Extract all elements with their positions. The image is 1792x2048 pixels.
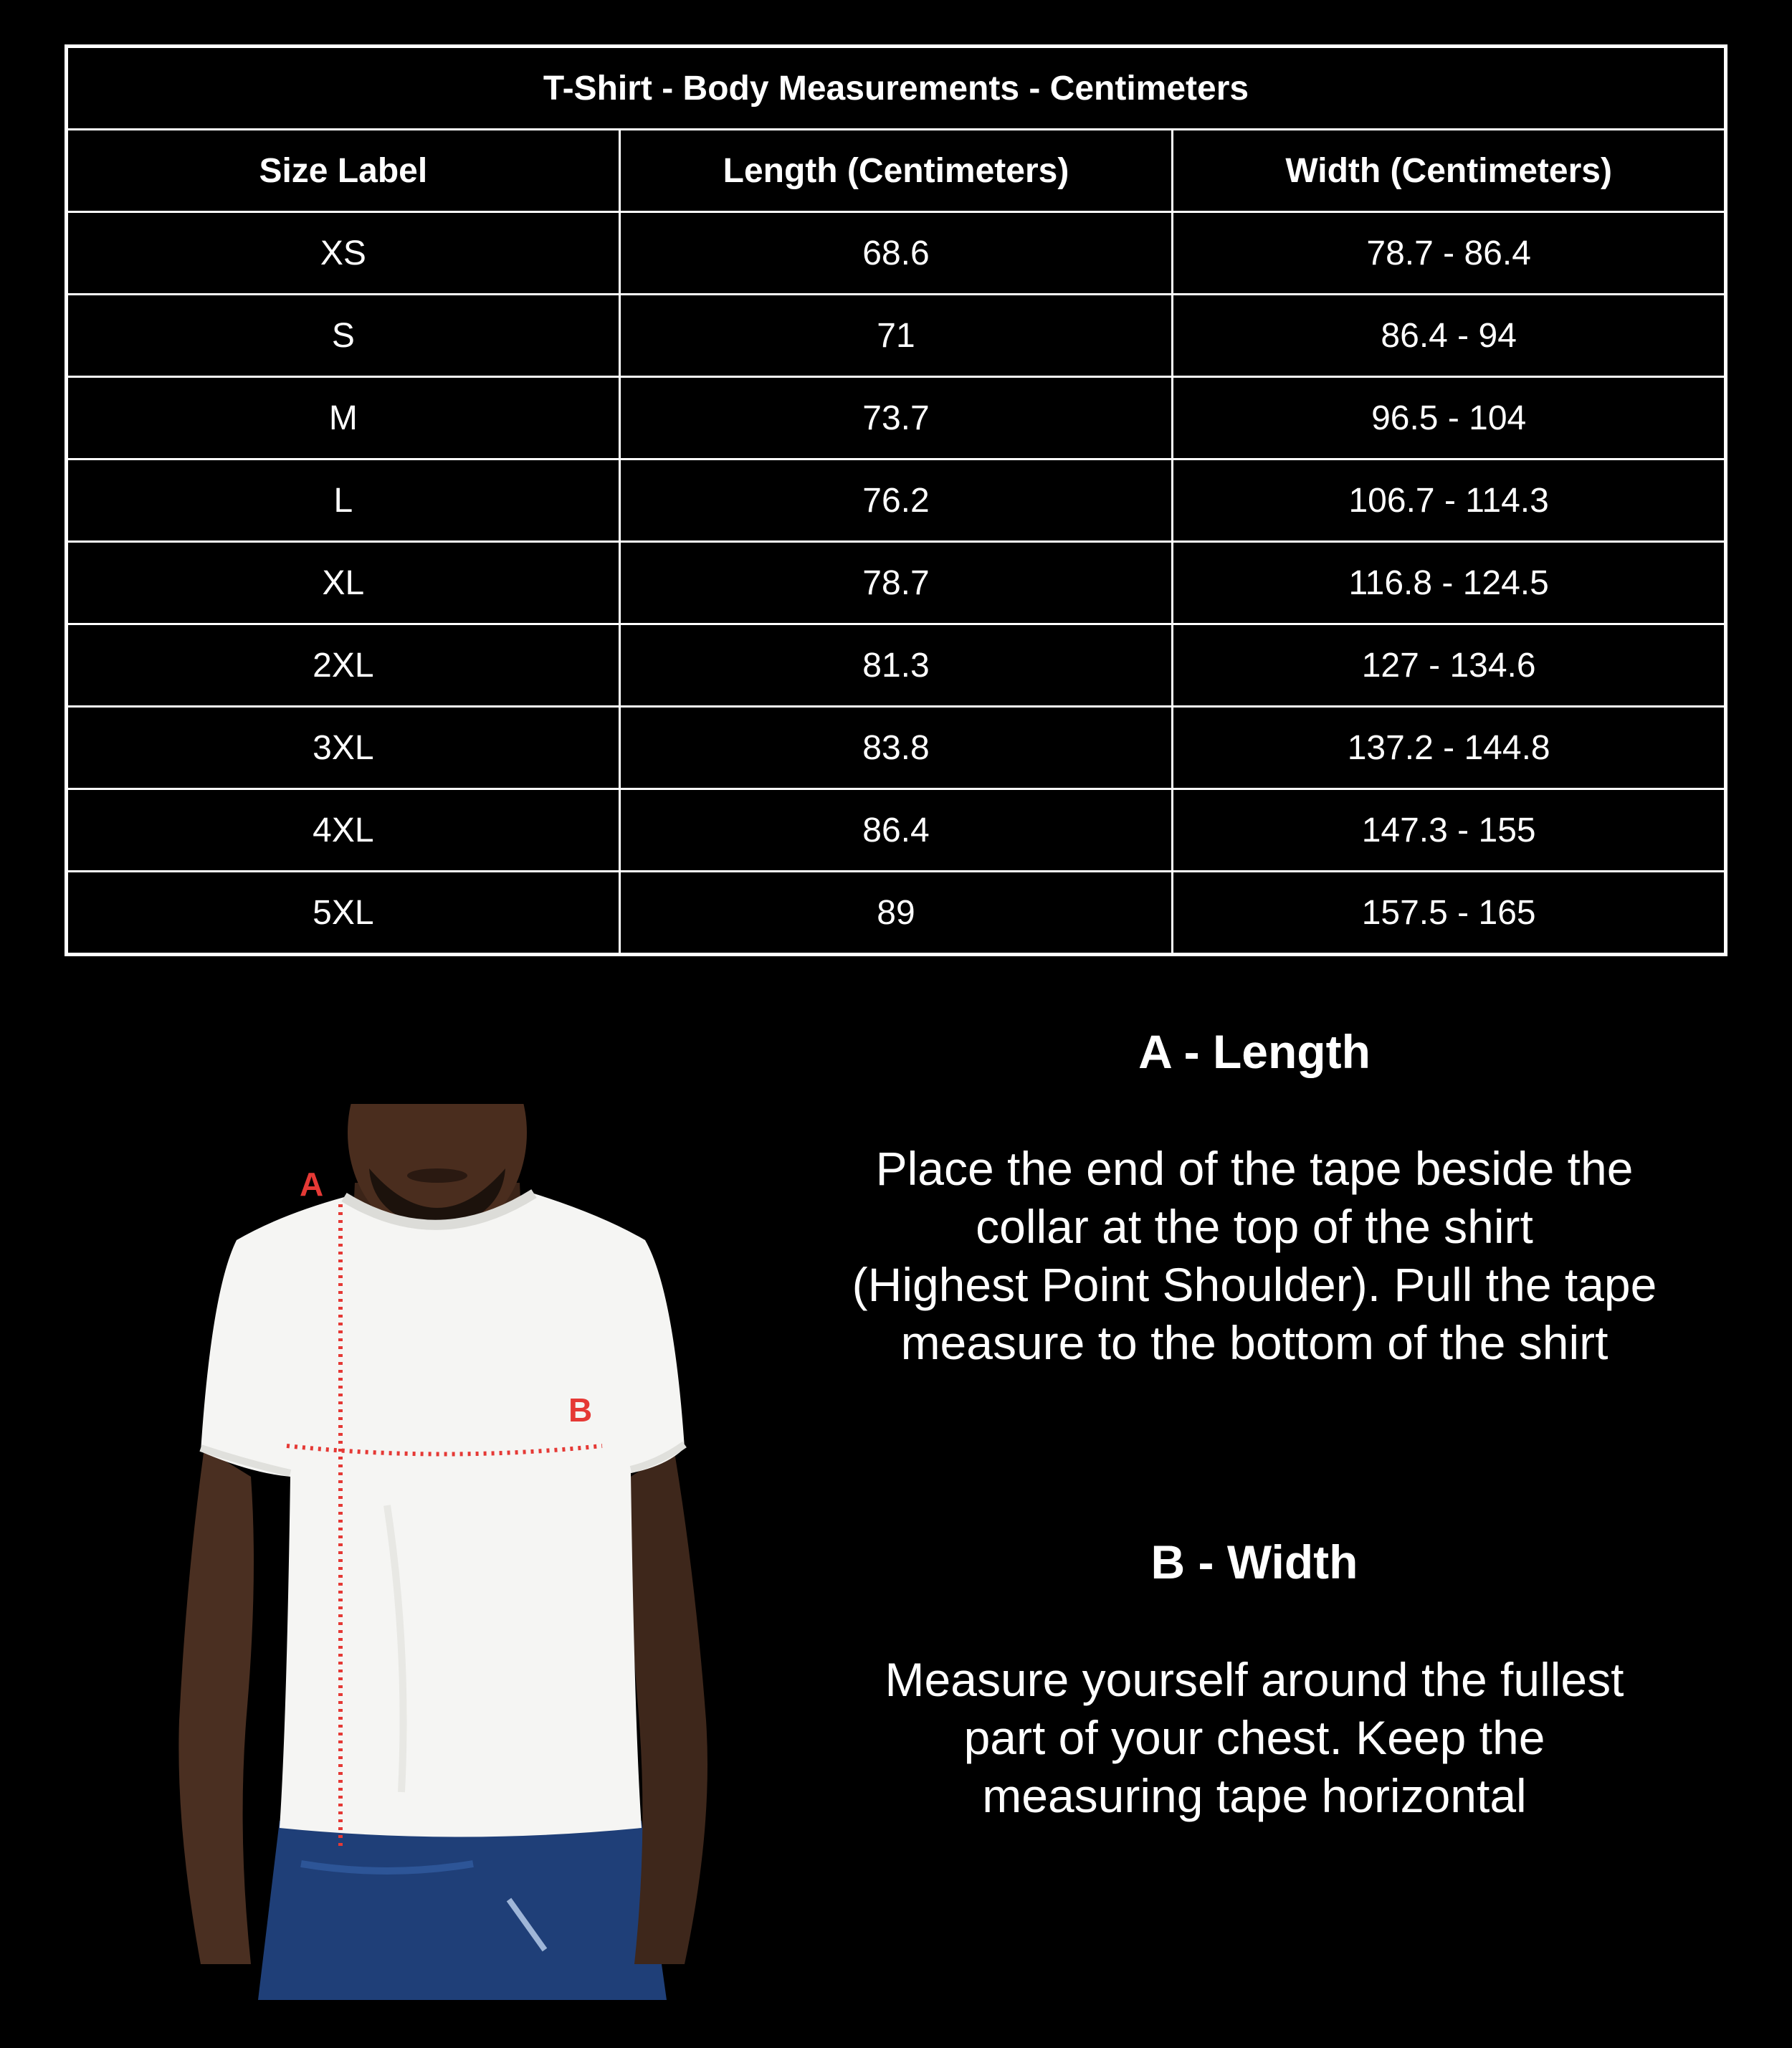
- table-row: [67, 789, 1726, 872]
- length-cell: 89: [619, 872, 1173, 955]
- table-title-row: [67, 47, 1726, 130]
- size-label-cell: 3XL: [67, 707, 620, 789]
- width-cell: 147.3 - 155: [1173, 789, 1726, 872]
- length-instructions: [774, 1140, 1735, 1372]
- size-label-cell: XS: [67, 212, 620, 295]
- width-cell: 116.8 - 124.5: [1173, 542, 1726, 624]
- length-cell: 76.2: [619, 459, 1173, 542]
- column-header-length: Length (Centimeters): [619, 130, 1173, 212]
- size-label-cell: S: [67, 295, 620, 377]
- length-cell: 68.6: [619, 212, 1173, 295]
- width-cell: 137.2 - 144.8: [1173, 707, 1726, 789]
- model-figure-svg: [172, 1075, 717, 2000]
- table-row: [67, 212, 1726, 295]
- table-row: [67, 459, 1726, 542]
- table-row: [67, 295, 1726, 377]
- marker-b-label: B: [568, 1391, 593, 1429]
- length-instruction-line: collar at the top of the shirt: [976, 1200, 1533, 1253]
- width-cell: 96.5 - 104: [1173, 377, 1726, 459]
- width-instructions: [774, 1651, 1735, 1825]
- length-heading: A - Length: [1138, 1025, 1371, 1078]
- length-cell: 73.7: [619, 377, 1173, 459]
- table-row: [67, 542, 1726, 624]
- table-title: T-Shirt - Body Measurements - Centimeters: [67, 47, 1726, 130]
- length-cell: 83.8: [619, 707, 1173, 789]
- length-instruction-line: (Highest Point Shoulder). Pull the tape: [852, 1258, 1657, 1311]
- size-label-cell: M: [67, 377, 620, 459]
- width-cell: 78.7 - 86.4: [1173, 212, 1726, 295]
- width-instruction-line: Measure yourself around the fullest: [885, 1653, 1624, 1706]
- length-instruction-line: Place the end of the tape beside the: [875, 1142, 1634, 1195]
- length-cell: 86.4: [619, 789, 1173, 872]
- width-cell: 106.7 - 114.3: [1173, 459, 1726, 542]
- jeans: [258, 1821, 667, 2000]
- width-cell: 86.4 - 94: [1173, 295, 1726, 377]
- column-header-width: Width (Centimeters): [1173, 130, 1726, 212]
- width-instruction-line: part of your chest. Keep the: [963, 1711, 1545, 1764]
- length-instruction-line: measure to the bottom of the shirt: [900, 1316, 1608, 1369]
- table-row: [67, 377, 1726, 459]
- table-row: [67, 707, 1726, 789]
- marker-a-label: A: [300, 1166, 324, 1203]
- column-header-size-label: Size Label: [67, 130, 620, 212]
- width-cell: 127 - 134.6: [1173, 624, 1726, 707]
- left-arm: [178, 1448, 254, 1964]
- size-label-cell: XL: [67, 542, 620, 624]
- size-label-cell: 2XL: [67, 624, 620, 707]
- size-label-cell: L: [67, 459, 620, 542]
- size-label-cell: 4XL: [67, 789, 620, 872]
- model-tshirt-illustration: [172, 1075, 717, 2000]
- table-row: [67, 872, 1726, 955]
- width-cell: 157.5 - 165: [1173, 872, 1726, 955]
- length-cell: 81.3: [619, 624, 1173, 707]
- tshirt: [201, 1194, 685, 1837]
- table-row: [67, 624, 1726, 707]
- table-header-row: [67, 130, 1726, 212]
- size-label-cell: 5XL: [67, 872, 620, 955]
- length-cell: 71: [619, 295, 1173, 377]
- width-instruction-line: measuring tape horizontal: [982, 1769, 1527, 1822]
- right-arm: [630, 1448, 707, 1964]
- width-heading: B - Width: [1150, 1535, 1358, 1589]
- length-cell: 78.7: [619, 542, 1173, 624]
- size-chart-table: [65, 44, 1727, 956]
